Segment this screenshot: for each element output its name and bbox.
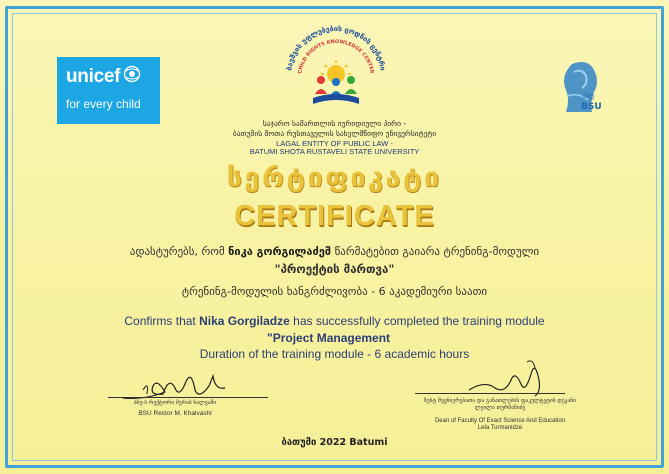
signature-line-right [415, 393, 565, 394]
module-name-en: "Project Management [267, 331, 391, 345]
body-geo-line1 [0, 245, 669, 258]
child-rights-center-emblem [277, 18, 395, 110]
unicef-logo [57, 57, 160, 124]
body-en-suffix: has successfully completed the training module [293, 314, 545, 328]
recipient-name-en: Nika Gorgiladze [199, 314, 290, 328]
bsu-logo [548, 56, 618, 126]
title-geo: სერტიფიკატი [227, 163, 442, 193]
rector-caption-geo: ბსუ-ს რექტორი მერაბ ხალვაში [133, 400, 217, 406]
dean-caption-en-line2: Lela Turmanidze [477, 425, 523, 431]
body-geo-prefix: ადასტურებს, რომ [129, 245, 225, 258]
rector-caption-en: BSU Rector M. Khalvashi [138, 410, 212, 417]
institution-en-line2: BATUMI SHOTA RUSTAVELI STATE UNIVERSITY [249, 147, 420, 156]
children-figures-icon [315, 76, 357, 96]
institution-geo [0, 119, 669, 139]
place-date: ბათუმი 2022 Batumi [281, 437, 388, 448]
module-name-geo: "პროექტის მართვა" [274, 262, 395, 276]
book-icon [313, 94, 359, 104]
dean-caption-en-line1: Dean of Faculty Of Exact Science And Education [434, 418, 566, 424]
bsu-abbr-en: BSU [581, 102, 602, 112]
bsu-abbr-geo: ბსუ [583, 92, 594, 100]
institution-en [0, 140, 669, 156]
signature-line-left [108, 397, 268, 398]
duration-geo: ტრენინგ-მოდულის ხანგრძლივობა - 6 აკადემიური საათი [181, 285, 488, 298]
institution-geo-line1: საჯარო სამართლის იურიდიული პირი - [262, 119, 407, 128]
dean-caption-geo-line1: ზუსტ მეცნიერებათა და განათლების ფაკულტეტის დეკანი [424, 398, 576, 404]
emblem-arc-text: ბავშვის უფლებების ცოდნის ცენტრი [285, 24, 387, 72]
unicef-wordmark: unicef [66, 66, 121, 87]
body-en-prefix: Confirms that [124, 314, 196, 328]
unicef-tagline: for every child [66, 97, 141, 111]
emblem-arc-text-en: CHILD RIGHTS KNOWLEDGE CENTER [297, 38, 375, 75]
body-en-line1 [0, 314, 669, 328]
unicef-globe-icon [123, 65, 141, 89]
recipient-name-geo: ნიკა გორგილაძემ [228, 245, 332, 258]
dean-caption-geo-line2: ლეილა თურმანიძე [474, 405, 526, 411]
institution-en-line1: LAGAL ENTITY OF PUBLIC LAW - [276, 139, 393, 148]
institution-geo-line2: ბათუმის შოთა რუსთაველის სახელმწიფო უნივერსიტეტი [232, 129, 437, 138]
body-geo-suffix: წარმატებით გაიარა ტრენინგ-მოდული [334, 245, 540, 258]
duration-en: Duration of the training module - 6 academic hours [199, 347, 470, 361]
title-en: CERTIFICATE [234, 200, 435, 232]
